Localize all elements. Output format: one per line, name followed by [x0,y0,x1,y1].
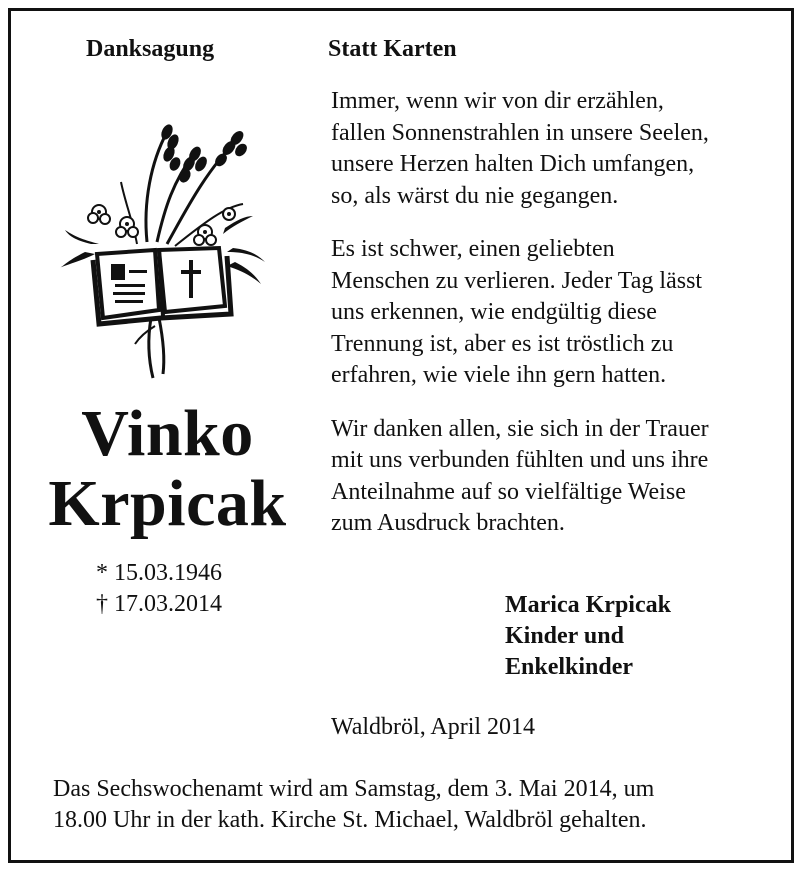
deceased-first-name: Vinko [81,397,254,470]
poem-verse: Immer, wenn wir von dir erzählen, fallen Sonnenstrahlen in unsere Seelen, unsere Herzen halten Dich umfangen, so, als wärst du nie gegangen. [331,88,709,209]
heading-statt-karten: Statt Karten [328,36,457,62]
deceased-last-name: Krpicak [48,467,287,540]
signature-line: Marica Krpicak [505,592,671,618]
birth-date: * 15.03.1946 [96,560,222,586]
signature-line: Enkelkinder [505,654,634,680]
place-date: Waldbröl, April 2014 [331,714,536,740]
signature-line: Kinder und [505,623,624,649]
death-date: † 17.03.2014 [96,591,222,617]
bible-wheat-emblem-icon [55,112,270,384]
poem-verse: Wir danken allen, sie sich in der Trauer mit uns verbunden fühlten und uns ihre Anteilnahme auf so vielfältige Weise zum Ausdruck brachten. [331,415,709,536]
footer-announcement: Das Sechswochenamt wird am Samstag, dem 3. Mai 2014, um 18.00 Uhr in der kath. Kirche St. Michael, Waldbröl gehalten. [53,776,655,833]
poem-verse: Es ist schwer, einen geliebten Menschen zu verlieren. Jeder Tag lässt uns erkennen, wie endgültig diese Trennung ist, aber es ist tröstlich zu erfahren, wie viele ihn gern hatten. [331,236,703,388]
heading-danksagung: Danksagung [86,36,215,62]
signature-block [505,590,671,683]
poem [331,86,771,562]
life-dates [96,558,222,620]
